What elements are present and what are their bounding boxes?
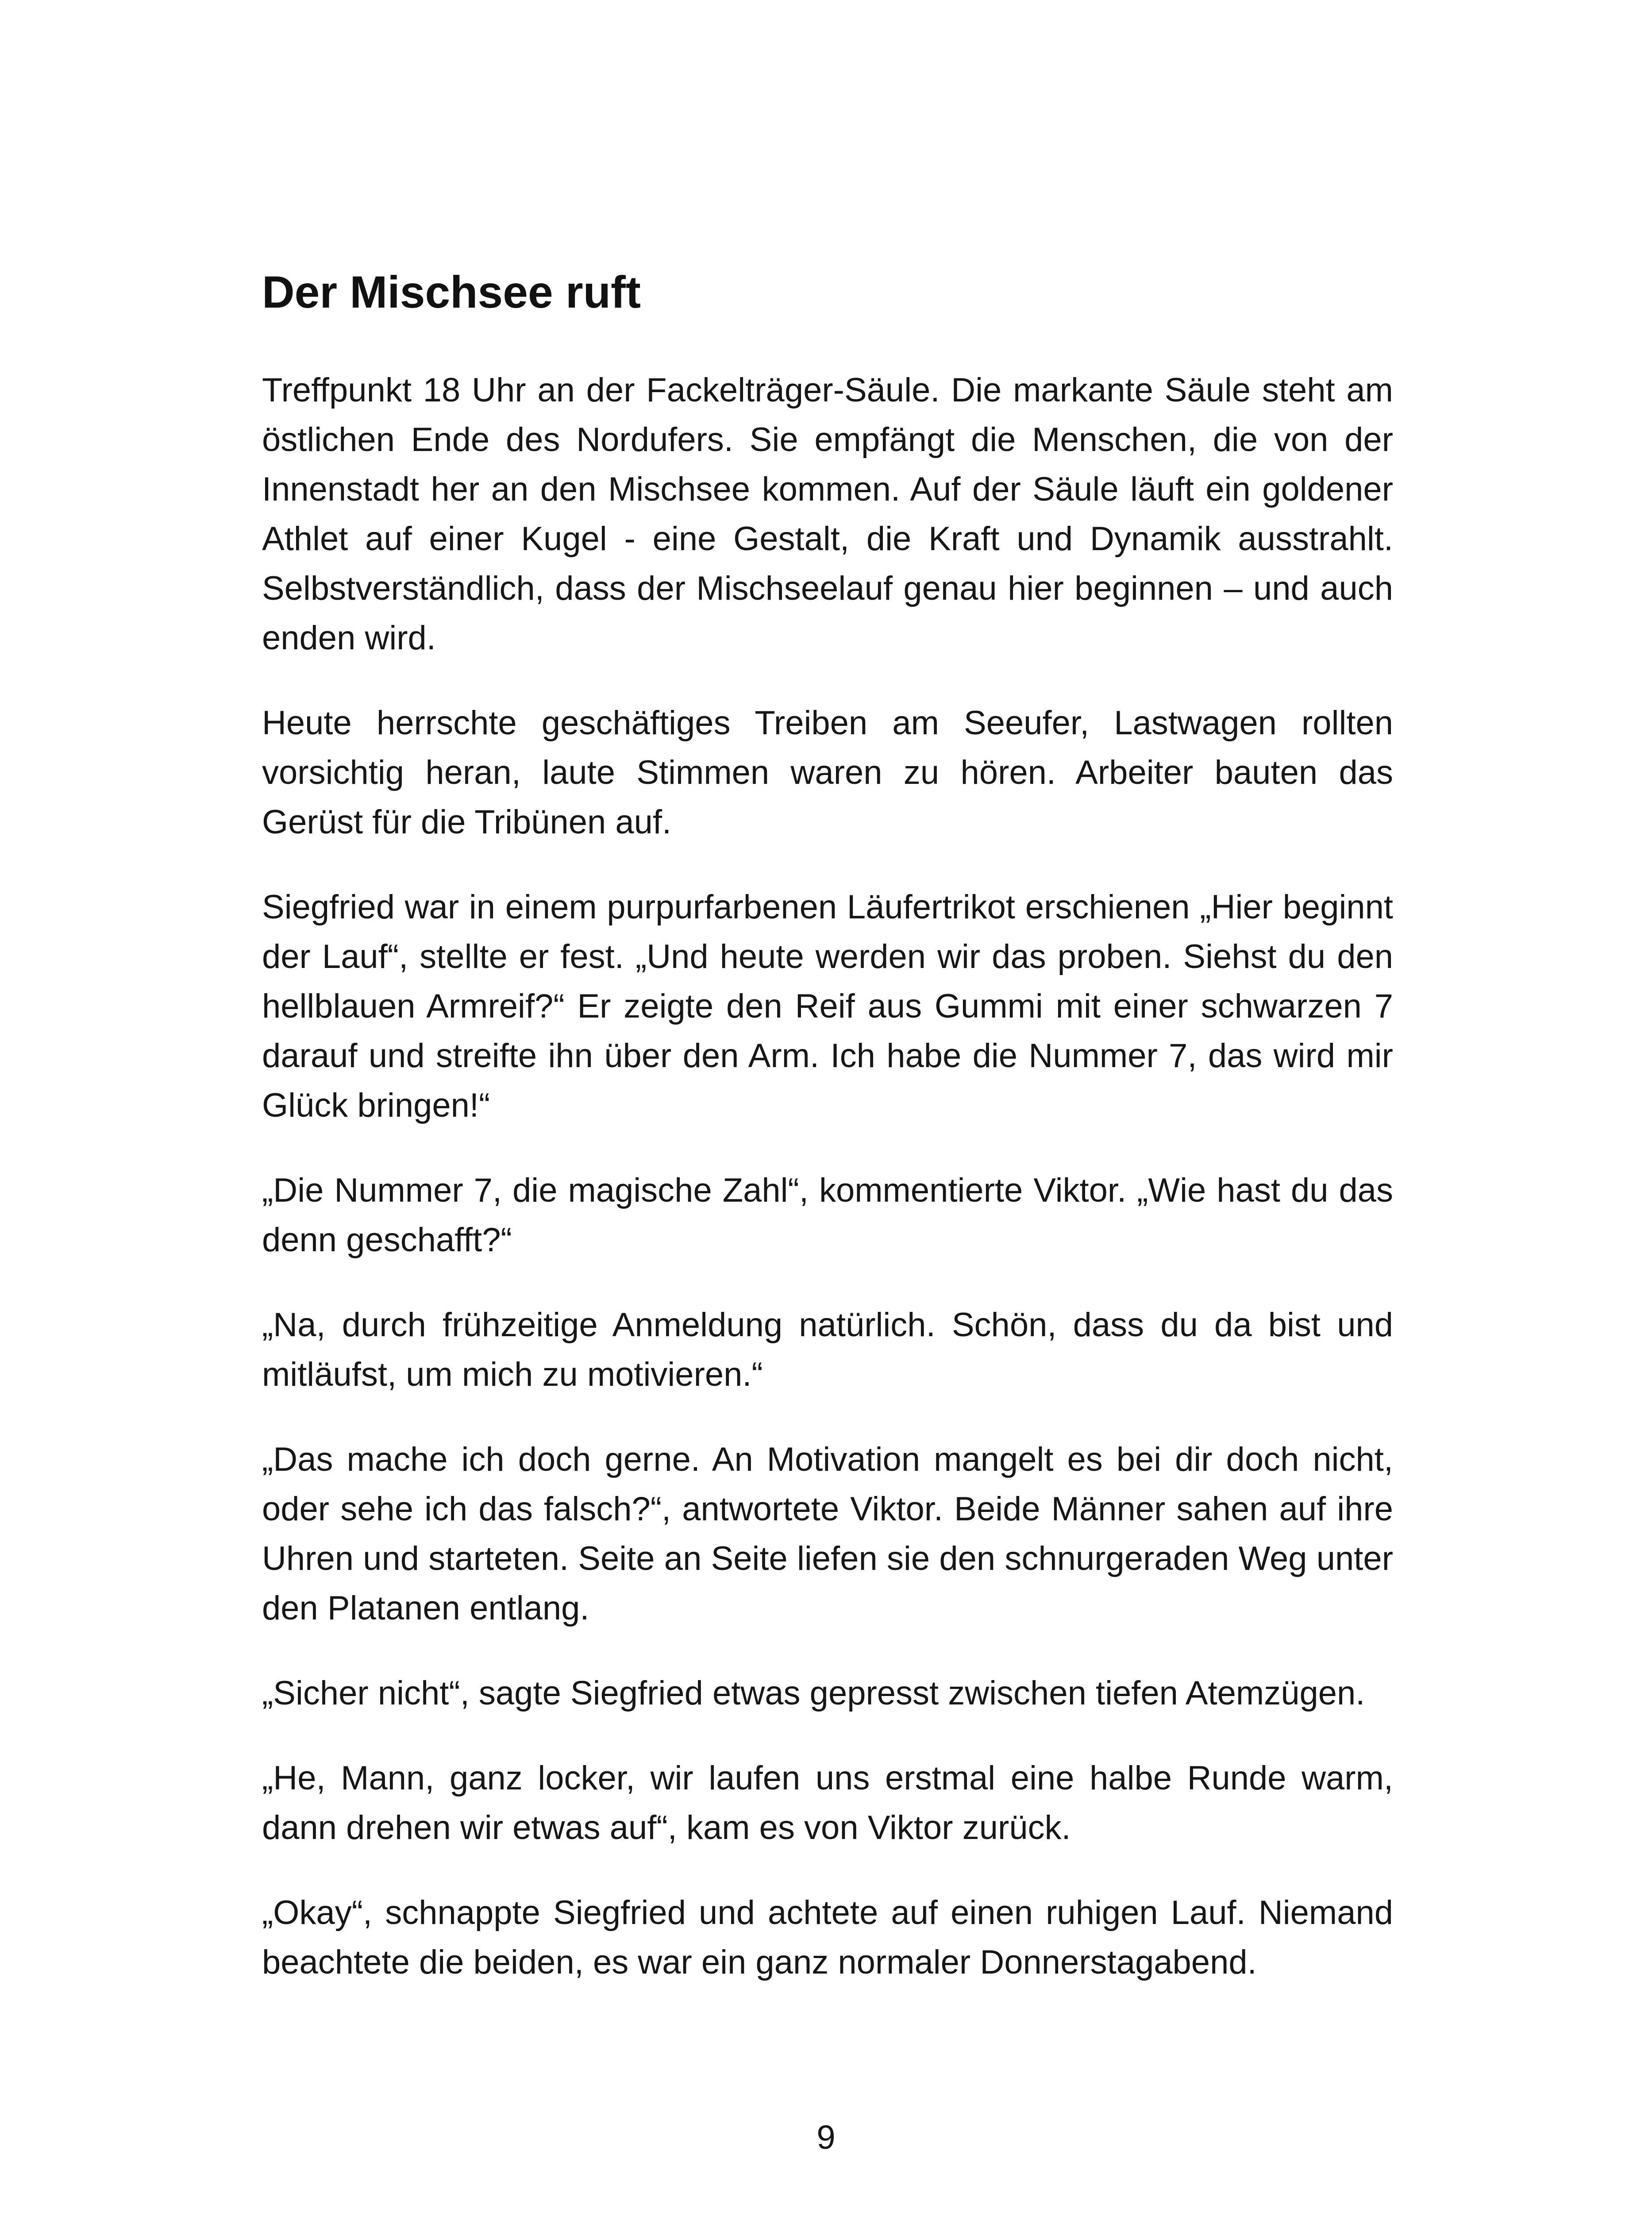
paragraph-7: „Sicher nicht“, sagte Siegfried etwas gepresst zwischen tiefen Atemzügen. (262, 1674, 1365, 1712)
paragraph-8: „He, Mann, ganz locker, wir laufen uns erstmal eine halbe Runde warm, dann drehen wir etwas auf“, kam es von Viktor zurück. (262, 1759, 1393, 1847)
paragraph-4: „Die Nummer 7, die magische Zahl“, kommentierte Viktor. „Wie hast du das denn geschafft?“ (262, 1172, 1393, 1259)
page-number: 9 (816, 2119, 836, 2156)
paragraph-6: „Das mache ich doch gerne. An Motivation mangelt es bei dir doch nicht, oder sehe ich das falsch?“, antwortete Viktor. Beide Männer sahen auf ihre Uhren und starteten. Seite an Seite liefen sie den schnurgeraden Weg unter den Platanen entlang. (262, 1441, 1393, 1627)
chapter-title: Der Mischsee ruft (262, 267, 641, 317)
paragraph-3: Siegfried war in einem purpurfarbenen Läufertrikot erschienen „Hier beginnt der Lauf“, stellte er fest. „Und heute werden wir das proben. Siehst du den hellblauen Armreif?“ Er zeigte den Reif aus Gummi mit einer schwarzen 7 darauf und streifte ihn über den Arm. Ich habe die Nummer 7, das wird mir Glück bringen!“ (262, 888, 1393, 1124)
paragraph-2: Heute herrschte geschäftiges Treiben am Seeufer, Lastwagen rollten vorsichtig heran, laute Stimmen waren zu hören. Arbeiter bauten das Gerüst für die Tribünen auf. (262, 704, 1393, 841)
paragraph-9: „Okay“, schnappte Siegfried und achtete auf einen ruhigen Lauf. Niemand beachtete die beiden, es war ein ganz normaler Donnerstagabend. (262, 1894, 1393, 1981)
paragraph-5: „Na, durch frühzeitige Anmeldung natürlich. Schön, dass du da bist und mitläufst, um mich zu motivieren.“ (262, 1306, 1393, 1393)
paragraph-1: Treffpunkt 18 Uhr an der Fackelträger-Säule. Die markante Säule steht am östlichen Ende des Nordufers. Sie empfängt die Menschen, die von der Innenstadt her an den Mischsee kommen. Auf der Säule läuft ein goldener Athlet auf einer Kugel - eine Gestalt, die Kraft und Dynamik ausstrahlt. Selbstverständlich, dass der Mischseelauf genau hier beginnen – und auch enden wird. (262, 371, 1393, 657)
page-content (262, 261, 1393, 2023)
